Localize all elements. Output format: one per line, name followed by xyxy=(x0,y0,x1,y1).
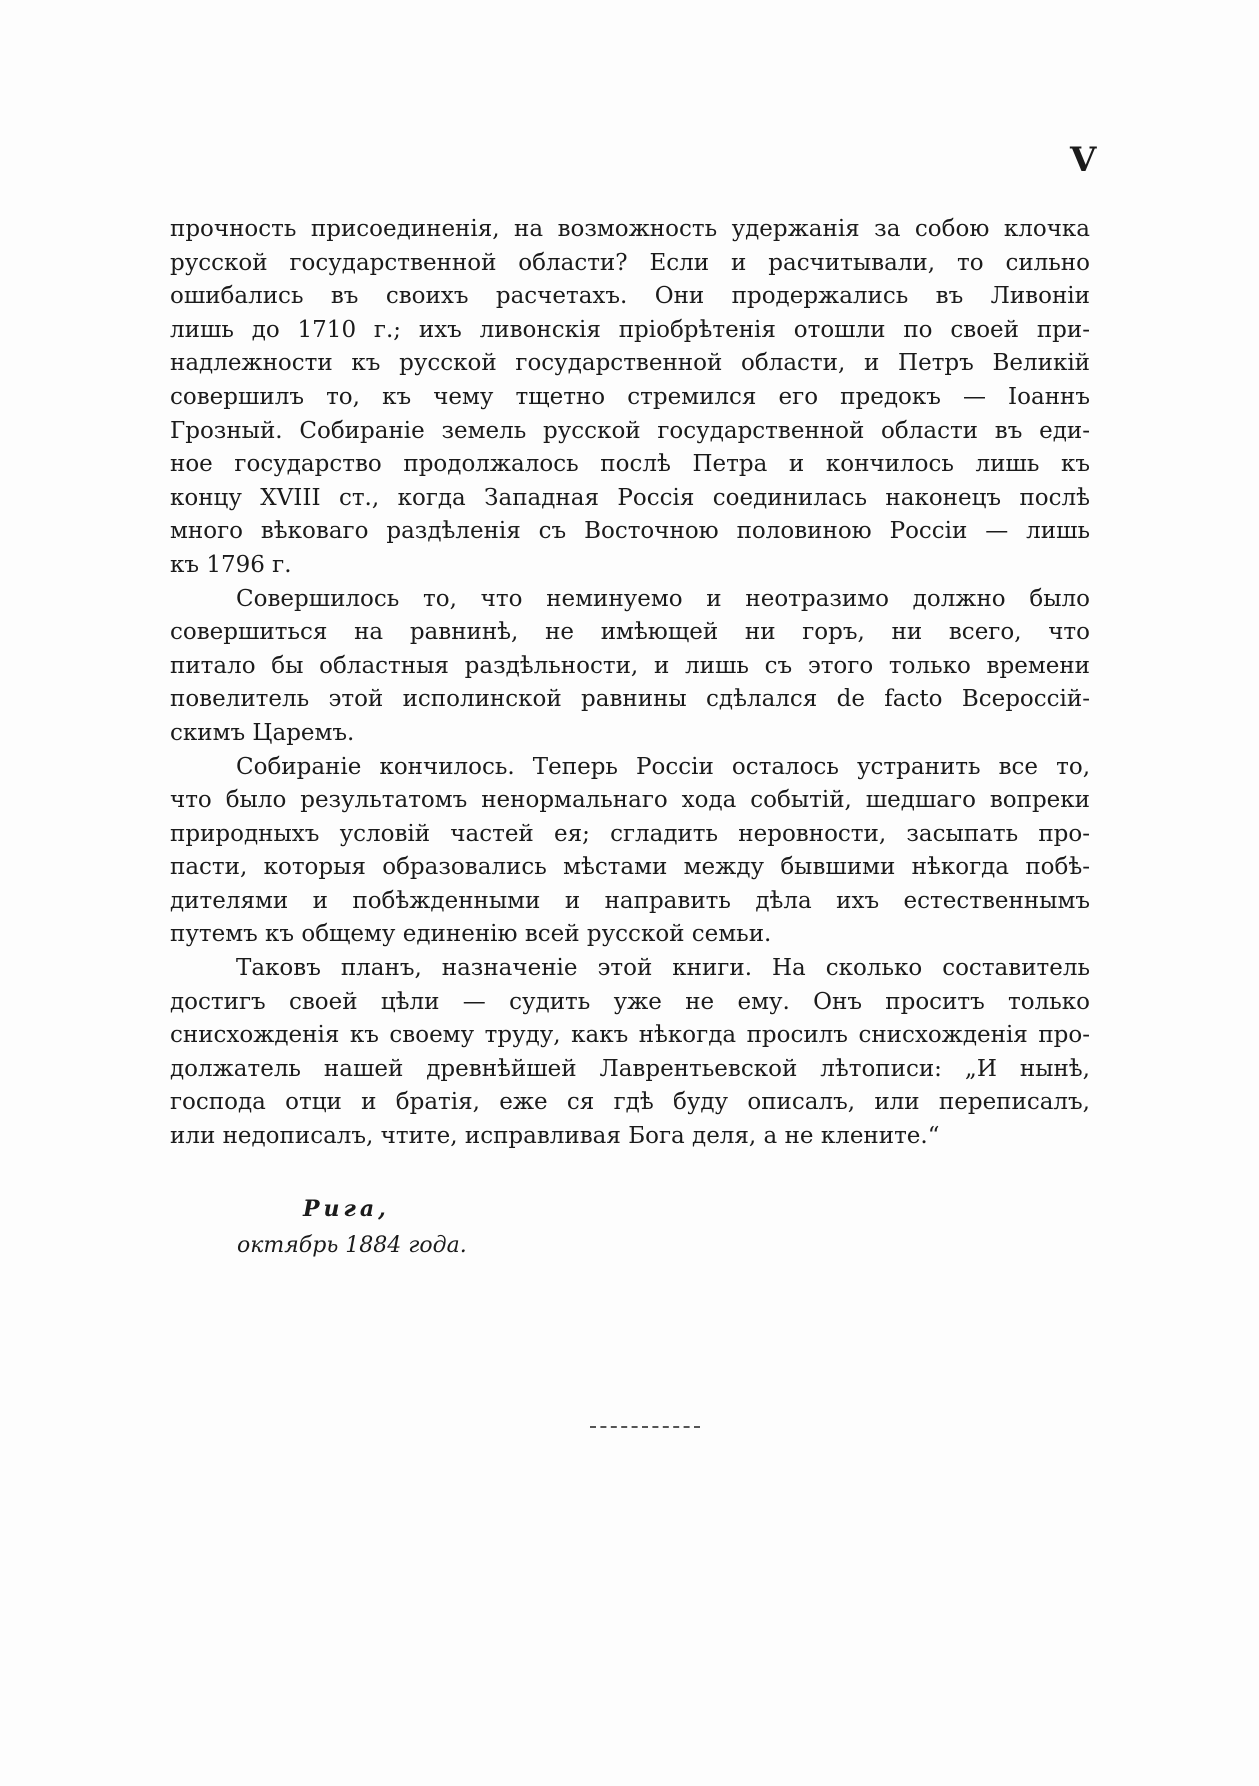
text-line: путемъ къ общему единенію всей русской семьи. xyxy=(170,921,772,948)
text-line: русской государственной области? Если и расчитывали, то сильно xyxy=(170,249,1090,276)
text-line: къ 1796 г. xyxy=(170,551,292,578)
text-line: достигъ своей цѣли — судить уже не ему. Онъ проситъ только xyxy=(170,988,1090,1015)
text-line: лишь до 1710 г.; ихъ ливонскія пріобрѣтенія отошли по своей при- xyxy=(170,316,1090,343)
text-line: должатель нашей древнѣйшей Лаврентьевской лѣтописи: „И нынѣ, xyxy=(170,1055,1090,1082)
text-line: или недописалъ, чтите, исправливая Бога деля, а не клените.“ xyxy=(170,1123,940,1150)
text-line: совершилъ то, къ чему тщетно стремился его предокъ — Іоаннъ xyxy=(170,383,1090,410)
paragraph-start-line: Совершилось то, что неминуемо и неотразимо должно было xyxy=(236,585,1090,612)
text-line: повелитель этой исполинской равнины сдѣлался de facto Всероссій- xyxy=(170,686,1090,713)
text-line: концу XVIII ст., когда Западная Россія соединилась наконецъ послѣ xyxy=(170,484,1090,511)
text-line: совершиться на равнинѣ, не имѣющей ни горъ, ни всего, что xyxy=(170,619,1090,646)
text-line: природныхъ условій частей ея; сгладить неровности, засыпать про- xyxy=(170,820,1090,847)
text-line: что было результатомъ ненормальнаго хода событій, шедшаго вопреки xyxy=(170,787,1090,814)
closing-rule xyxy=(590,1426,700,1430)
text-line: много вѣковаго раздѣленія съ Восточною половиною Россіи — лишь xyxy=(170,518,1090,545)
text-line: питало бы областныя раздѣльности, и лишь съ этого только времени xyxy=(170,652,1090,679)
text-line: пасти, которыя образовались мѣстами между бывшими нѣкогда побѣ- xyxy=(170,854,1090,881)
text-line: надлежности къ русской государственной области, и Петръ Великій xyxy=(170,350,1090,377)
body-text xyxy=(170,213,1090,1154)
paragraph-start-line: Собираніе кончилось. Теперь Россіи осталось устранить все то, xyxy=(236,753,1090,780)
text-line: ошибались въ своихъ расчетахъ. Они продержались въ Ливоніи xyxy=(170,283,1090,310)
text-line: ное государство продолжалось послѣ Петра и кончилось лишь къ xyxy=(170,451,1090,478)
text-line: Грозный. Собираніе земель русской государственной области въ еди- xyxy=(170,417,1090,444)
text-line: дителями и побѣжденными и направить дѣла ихъ естественнымъ xyxy=(170,887,1090,914)
text-line: прочность присоединенія, на возможность удержанія за собою клочка xyxy=(170,216,1090,242)
page-number: V xyxy=(1070,140,1097,180)
signature-date: октябрь 1884 года. xyxy=(237,1233,467,1258)
signature-city: Рига, xyxy=(303,1196,390,1222)
text-line: господа отци и братія, еже ся гдѣ буду описалъ, или переписалъ, xyxy=(170,1089,1090,1116)
text-line: снисхожденія къ своему труду, какъ нѣкогда просилъ снисхожденія про- xyxy=(170,1022,1090,1049)
paragraph-start-line: Таковъ планъ, назначеніе этой книги. На сколько составитель xyxy=(236,955,1090,982)
text-line: скимъ Царемъ. xyxy=(170,719,355,746)
